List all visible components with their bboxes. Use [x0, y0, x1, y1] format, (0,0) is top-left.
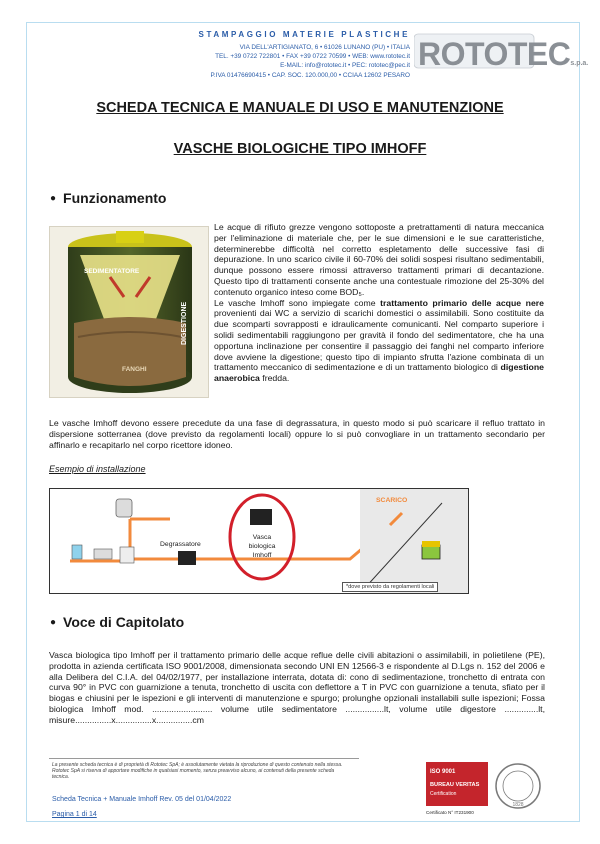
- label-scarico: SCARICO: [376, 497, 408, 504]
- diagram-footnote: *dove previsto da regolamenti locali: [342, 582, 438, 592]
- section-heading-funzionamento: [50, 190, 166, 206]
- text-span: provenienti dai WC a servizio di scarichi domestici o assimilabili. Sono costituite da due scomparti sovrapposti e idraulicamente comunicanti. Nel comparto superiore i solidi sedimentabili raggiungono per gravità il fondo del sedimentatore, che ha una opportuna inclinazione per consentire il passaggio dei fanghi nel comparto inferiore dove avviene la digestione; questo tipo di impianto sfrutta l'azione combinata di un trattamento meccanico di sedimentazione e di un trattamento biologico di: [214, 308, 544, 373]
- dispersion-cap-icon: [422, 541, 440, 547]
- company-legal: P.IVA 01476690415 • CAP. SOC. 120.000,00 • CCIAA 12602 PESARO: [210, 71, 410, 79]
- bureau-veritas-graphic: [426, 762, 546, 816]
- dispersion-icon: [422, 545, 440, 559]
- label-vasca-1: Vasca: [252, 534, 272, 541]
- cert-year: 1828: [512, 802, 524, 808]
- text-span: fredda.: [259, 373, 290, 384]
- section-heading-capitolato: [50, 614, 184, 630]
- imhoff-tank-icon: [250, 509, 272, 525]
- text-span: Le vasche Imhoff sono impiegate come: [214, 297, 381, 308]
- bold-span: trattamento primario delle acque nere: [380, 297, 544, 308]
- label-vasca-2: biologica: [248, 543, 276, 550]
- cert-body: BUREAU VERITAS: [430, 782, 480, 788]
- section-heading-text: Voce di Capitolato: [63, 614, 185, 630]
- label-sedimentatore: SEDIMENTATORE: [84, 268, 140, 275]
- paragraph-imhoff: [214, 298, 544, 384]
- shower-icon: [72, 545, 82, 559]
- cert-label: Certification: [430, 791, 457, 797]
- capitolato-text: Vasca biologica tipo Imhoff per il trattamento primario delle acque reflue delle civili abitazioni o assimilabili, in polietilene (PE), prodotta in azienda certificata ISO 9001/2008, dimensionata secondo UNI EN 12566-3 e rispondente al D.Lgs n. 152 del 2006 e alla Delibera del C.I.A. del 04/02/1977, per installazione interrata, dotata di: cono di sedimentazione, tronchetto di entrata con curva 90° in PVC con guarnizione a tenuta, tronchetto di uscita con deflettore a T in PVC con guarnizione a tenuta, sfiato per il biogas e chiusini per le ispezioni e gli interventi di manutenzione e spurgo; prolunghe opzionali installabili sulle ispezioni; Fossa biologica Imhoff mod. ......................... volume utile sedimentatore ................lt, volume utile digestore ..............lt, misure...............x...............x...............cm: [49, 650, 545, 725]
- logo-suffix: s.p.a.: [570, 60, 589, 67]
- scarico-panel: [360, 489, 469, 594]
- company-emails: E-MAIL: info@rototec.it • PEC: rototec@pec.it: [280, 62, 410, 70]
- document-title: SCHEDA TECNICA E MANUALE DI USO E MANUTENZIONE: [96, 100, 504, 116]
- wc-icon: [116, 499, 132, 517]
- label-fanghi: FANGHI: [122, 366, 147, 373]
- example-label: Esempio di installazione: [49, 464, 146, 474]
- certification-badge: [426, 762, 546, 816]
- funzionamento-text: [214, 222, 544, 384]
- rototec-logo: [414, 28, 589, 76]
- cert-iso: ISO 9001: [430, 769, 456, 775]
- bold-span: digestione anaerobica: [214, 362, 544, 384]
- company-address: VIA DELL'ARTIGIANATO, 6 • 61026 LUNANO (PU) • ITALIA: [239, 44, 410, 51]
- section-heading-text: Funzionamento: [63, 190, 167, 206]
- degrassatore-tank-icon: [178, 551, 196, 565]
- footer-divider: [49, 758, 359, 759]
- paragraph-degrassatura: Le vasche Imhoff devono essere precedute da una fase di degrassatura, in questo modo si può scaricare il refluo trattato in dispersione sotterranea (dove previsto da regolamenti locali) oppure lo si può convogliare in un trattamento secondario per affinarlo e recapitarlo nel corpo ricettore idoneo.: [49, 418, 545, 450]
- sink-icon: [94, 549, 112, 559]
- imhoff-tank-illustration: [49, 226, 209, 398]
- company-tagline: STAMPAGGIO MATERIE PLASTICHE: [198, 30, 410, 39]
- company-header: [150, 30, 410, 80]
- footer-disclaimer: La presente scheda tecnica è di proprietà di Rototec SpA; è assolutamente vietata la riproduzione di questo contenuto nella stessa. Rototec SpA si riserva di apportare modifiche in qualsiasi momento, senza preavviso alcuno, ai contenuti della presente scheda tecnica.: [52, 762, 343, 781]
- company-phones: TEL. +39 0722 722801 • FAX +39 0722 70599 • WEB: www.rototec.it: [215, 53, 410, 61]
- bullet-icon: ●: [50, 616, 57, 628]
- label-vasca-3: Imhoff: [252, 552, 272, 559]
- footer-document-ref: Scheda Tecnica + Manuale Imhoff Rev. 05 del 01/04/2022: [52, 796, 232, 803]
- installation-diagram: [49, 488, 469, 594]
- installation-graphic: [50, 489, 469, 594]
- label-degrassatore: Degrassatore: [160, 541, 201, 548]
- document-subtitle: VASCHE BIOLOGICHE TIPO IMHOFF: [173, 141, 427, 157]
- washing-machine-icon: [120, 547, 134, 563]
- tank-cutaway-graphic: [50, 227, 209, 398]
- label-digestione: DIGESTIONE: [181, 301, 188, 345]
- bullet-icon: ●: [50, 192, 57, 204]
- logo-wordmark: ROTOTEC: [418, 36, 571, 72]
- footer-page-number: Pagina 1 di 14: [52, 811, 97, 818]
- paragraph-pretrattamenti: Le acque di rifiuto grezze vengono sottoposte a pretrattamenti di natura meccanica per l'eliminazione di materiale che, per le sue dimensioni e le sue caratteristiche, determinerebbe difficoltà nel corretto espletamento delle successive fasi di depurazione. In uno scarico civile il 60-70% dei solidi sospesi risultano sedimentabili, dunque possono essere rimossi attraverso trattamenti primari di decantazione. Questo tipo di trattamenti consente anche una contestuale rimozione del 25-30% del contenuto organico inteso come BOD₅.: [214, 222, 544, 297]
- cert-number: Certificato N° IT231900: [426, 810, 474, 815]
